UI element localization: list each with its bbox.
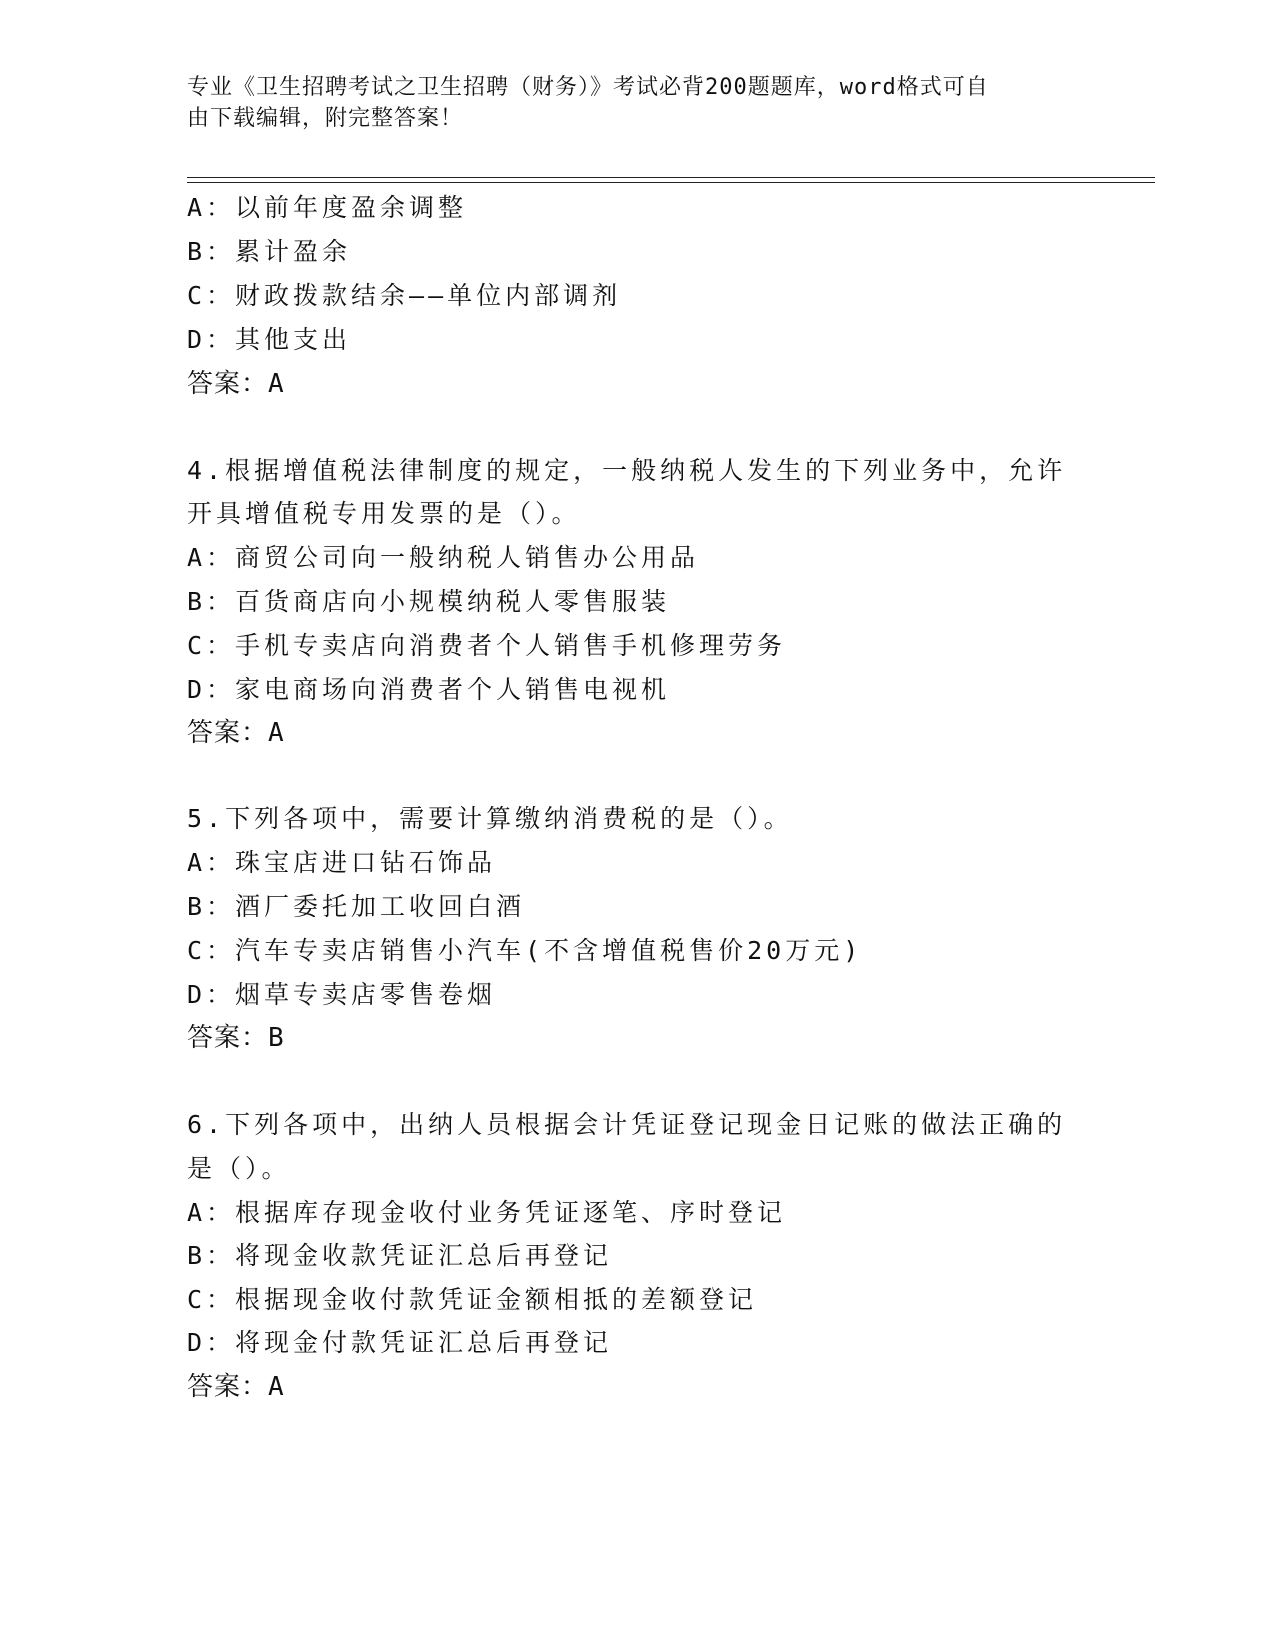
- q6-option-b: B：将现金收款凭证汇总后再登记: [187, 1241, 613, 1270]
- header-line-2: 由下载编辑，附完整答案！: [187, 106, 464, 131]
- q5-stem-line-1: 5.下列各项中，需要计算缴纳消费税的是（）。: [187, 804, 793, 833]
- q3-option-b: B：累计盈余: [187, 237, 352, 266]
- q3-option-a: A：以前年度盈余调整: [187, 193, 468, 222]
- q6-option-c: C：根据现金收付款凭证金额相抵的差额登记: [187, 1285, 758, 1314]
- q3-answer: 答案：A: [187, 369, 285, 399]
- q6-option-d: D：将现金付款凭证汇总后再登记: [187, 1328, 613, 1357]
- q6-stem-line-1: 6.下列各项中，出纳人员根据会计凭证登记现金日记账的做法正确的: [187, 1110, 1067, 1139]
- q5-option-b: B：酒厂委托加工收回白酒: [187, 892, 526, 921]
- q4-option-c: C：手机专卖店向消费者个人销售手机修理劳务: [187, 631, 787, 660]
- header-divider-top: [187, 177, 1155, 178]
- q6-answer: 答案：A: [187, 1372, 285, 1402]
- q3-option-c: C：财政拨款结余——单位内部调剂: [187, 281, 622, 310]
- q4-answer: 答案：A: [187, 718, 285, 748]
- q5-option-a: A：珠宝店进口钻石饰品: [187, 848, 497, 877]
- q4-stem-line-1: 4.根据增值税法律制度的规定，一般纳税人发生的下列业务中，允许: [187, 456, 1067, 485]
- q4-option-d: D：家电商场向消费者个人销售电视机: [187, 675, 671, 704]
- q6-stem-line-2: 是（）。: [187, 1154, 291, 1183]
- q4-option-a: A：商贸公司向一般纳税人销售办公用品: [187, 543, 700, 572]
- q5-option-d: D：烟草专卖店零售卷烟: [187, 980, 497, 1009]
- header-divider-bottom: [187, 182, 1155, 183]
- q5-answer: 答案：B: [187, 1023, 285, 1053]
- q4-option-b: B：百货商店向小规模纳税人零售服装: [187, 587, 671, 616]
- document-header: [187, 72, 1067, 134]
- q4-stem-line-2: 开具增值税专用发票的是（）。: [187, 499, 581, 528]
- header-line-1: 专业《卫生招聘考试之卫生招聘（财务）》考试必背200题题库，word格式可自: [187, 75, 989, 100]
- q3-option-d: D：其他支出: [187, 325, 352, 354]
- q6-option-a: A：根据库存现金收付业务凭证逐笔、序时登记: [187, 1198, 787, 1227]
- q5-option-c: C：汽车专卖店销售小汽车(不含增值税售价20万元): [187, 936, 863, 965]
